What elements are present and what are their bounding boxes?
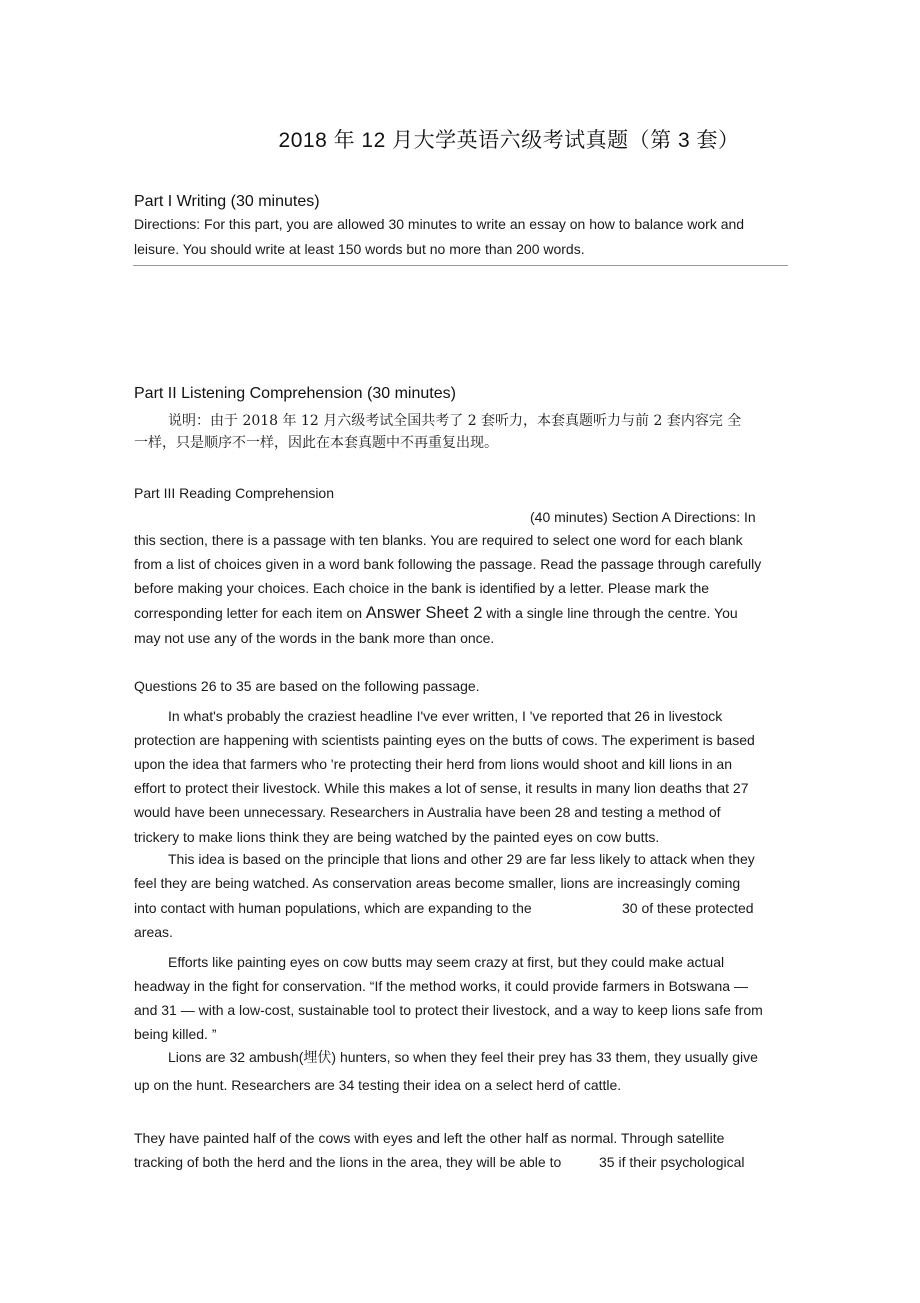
directions-text: corresponding letter for each item on (134, 605, 366, 621)
part3-heading: Part III Reading Comprehension (134, 485, 334, 501)
passage-p2-line-2: feel they are being watched. As conservation areas become smaller, lions are increasingly coming (134, 875, 741, 891)
part1-directions-line-1: Directions: For this part, you are allowed 30 minutes to write an essay on how to balance work and (134, 216, 745, 232)
part2-note-line-1: 说明：由于 2018 年 12 月六级考试全国共考了 2 套听力，本套真题听力与前 2 套内容完 全 (168, 413, 742, 429)
passage-intro: Questions 26 to 35 are based on the following passage. (134, 678, 480, 694)
passage-p2-line-3b: 30 of these protected (622, 900, 754, 916)
answer-sheet-emphasis: Answer Sheet 2 (365, 604, 483, 622)
passage-p5-line-1: They have painted half of the cows with eyes and left the other half as normal. Through satellite (134, 1130, 725, 1146)
part2-note-line-2: 一样，只是顺序不一样，因此在本套真题中不再重复出现。 (134, 435, 498, 451)
passage-p3-line-1: Efforts like painting eyes on cow butts may seem crazy at first, but they could make actual (168, 954, 725, 970)
part3-directions-line-1: (40 minutes) Section A Directions: In (530, 509, 756, 525)
chinese-gloss: 埋伏 (303, 1050, 332, 1066)
part3-directions-line-6: may not use any of the words in the bank more than once. (134, 630, 495, 646)
passage-p1-line-4: effort to protect their livestock. While this makes a lot of sense, it results in many lion deaths that 27 (134, 780, 749, 796)
passage-p2-line-4: areas. (134, 924, 173, 940)
passage-p1-line-3: upon the idea that farmers who 're protecting their herd from lions would shoot and kill lions in an (134, 756, 733, 772)
directions-text: with a single line through the centre. You (482, 605, 738, 621)
part3-directions-line-3: from a list of choices given in a word bank following the passage. Read the passage through carefully (134, 556, 762, 572)
passage-p1-line-5: would have been unnecessary. Researchers in Australia have been 28 and testing a method of (134, 804, 721, 820)
part2-heading: Part II Listening Comprehension (30 minutes) (134, 385, 456, 402)
part1-heading: Part I Writing (30 minutes) (134, 193, 320, 210)
passage-p3-line-3: and 31 — with a low-cost, sustainable tool to protect their livestock, and a way to keep lions safe from (134, 1002, 763, 1018)
passage-p2-line-3a: into contact with human populations, which are expanding to the (134, 900, 532, 916)
writing-area-divider (133, 265, 788, 266)
part3-directions-line-5 (134, 601, 738, 625)
passage-p1-line-2: protection are happening with scientists painting eyes on the butts of cows. The experiment is based (134, 732, 755, 748)
page-title: 2018 年 12 月大学英语六级考试真题（第 3 套） (278, 129, 740, 152)
part3-directions-line-2: this section, there is a passage with ten blanks. You are required to select one word for each blank (134, 532, 743, 548)
passage-text: ) hunters, so when they feel their prey has 33 them, they usually give (331, 1049, 758, 1065)
passage-p5-line-2a: tracking of both the herd and the lions in the area, they will be able to (134, 1154, 562, 1170)
passage-text: Lions are 32 ambush( (168, 1049, 304, 1065)
passage-p1-line-1: In what's probably the craziest headline I've ever written, I 've reported that 26 in livestock (168, 708, 723, 724)
passage-p5-line-2b: 35 if their psychological (599, 1154, 745, 1170)
part3-directions-line-4: before making your choices. Each choice in the bank is identified by a letter. Please mark the (134, 580, 710, 596)
passage-p3-line-2: headway in the fight for conservation. “If the method works, it could provide farmers in Botswana — (134, 978, 748, 994)
passage-p3-line-4: being killed. ” (134, 1026, 217, 1042)
passage-p1-line-6: trickery to make lions think they are being watched by the painted eyes on cow butts. (134, 829, 660, 845)
passage-p4-line-1 (168, 1045, 758, 1070)
passage-p2-line-1: This idea is based on the principle that lions and other 29 are far less likely to attack when they (168, 851, 755, 867)
passage-p4-line-2: up on the hunt. Researchers are 34 testing their idea on a select herd of cattle. (134, 1077, 622, 1093)
part1-directions-line-2: leisure. You should write at least 150 words but no more than 200 words. (134, 241, 585, 257)
